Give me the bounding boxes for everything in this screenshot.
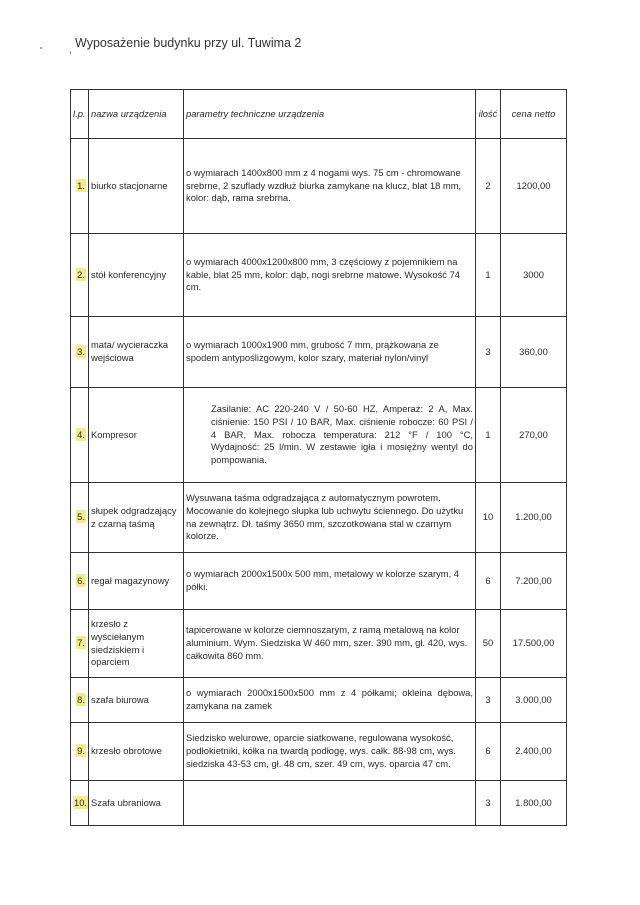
row-name: stół konferencyjny <box>89 234 184 317</box>
row-price: 7.200,00 <box>501 553 567 610</box>
row-number <box>71 678 89 723</box>
row-name: krzesło obrotowe <box>89 723 184 781</box>
table-header-row <box>71 90 567 139</box>
row-price: 2.400,00 <box>501 723 567 781</box>
row-number <box>71 388 89 483</box>
row-number <box>71 483 89 553</box>
scan-speck <box>40 47 42 49</box>
row-price: 270,00 <box>501 388 567 483</box>
row-number-label: 4. <box>77 428 85 440</box>
row-params: tapicerowane w kolorze ciemnoszarym, z ramą metalową na kolor aluminium. Wym. Siedziska W 460 mm, szer. 390 mm, gł. 420, wys. całkowita 860 mm. <box>184 610 476 678</box>
row-number-label: 7. <box>77 637 85 649</box>
table-row <box>71 723 567 781</box>
row-price: 1200,00 <box>501 139 567 234</box>
table-row <box>71 139 567 234</box>
row-number <box>71 234 89 317</box>
row-number <box>71 139 89 234</box>
row-number-label: 3. <box>77 345 85 357</box>
row-price: 1.800,00 <box>501 781 567 826</box>
row-number <box>71 610 89 678</box>
row-name: regał magazynowy <box>89 553 184 610</box>
table-row <box>71 483 567 553</box>
table-row <box>71 388 567 483</box>
row-params: Siedzisko welurowe, oparcie siatkowane, regulowana wysokość, podłokietniki, kółka na twardą podłogę, wys. całk. 88-98 cm, wys. siedziska 43-53 cm, gł. 48 cm, szer. 49 cm, wys. oparcia 47 cm. <box>184 723 476 781</box>
table-row <box>71 234 567 317</box>
row-number <box>71 317 89 388</box>
header-params: parametry techniczne urządzenia <box>184 90 476 139</box>
table-row <box>71 678 567 723</box>
row-qty: 1 <box>476 388 501 483</box>
row-qty: 3 <box>476 678 501 723</box>
row-name: słupek odgradzający z czarną taśmą <box>89 483 184 553</box>
row-qty: 10 <box>476 483 501 553</box>
row-number-label: 5. <box>77 511 85 523</box>
row-price: 3.000,00 <box>501 678 567 723</box>
row-number <box>71 723 89 781</box>
row-qty: 6 <box>476 723 501 781</box>
row-number-label: 8. <box>77 693 85 705</box>
row-params: o wymiarach 2000x1500x500 mm z 4 półkami; okleina dębowa, zamykana na zamek <box>184 678 476 723</box>
row-qty: 1 <box>476 234 501 317</box>
row-qty: 6 <box>476 553 501 610</box>
header-price: cena netto <box>501 90 567 139</box>
row-price: 1.200,00 <box>501 483 567 553</box>
table-row <box>71 781 567 826</box>
row-price: 3000 <box>501 234 567 317</box>
row-name: Szafa ubraniowa <box>89 781 184 826</box>
row-number-label: 1. <box>77 179 85 191</box>
row-number-label: 6. <box>77 574 85 586</box>
row-params: o wymiarach 4000x1200x800 mm, 3 częściowy z pojemnikiem na kable, blat 25 mm, kolor: dąb, nogi srebrne matowe. Wysokość 74 cm. <box>184 234 476 317</box>
row-params: o wymiarach 1000x1900 mm, grubość 7 mm, prążkowana ze spodem antypoślizgowym, kolor szary, materiał nylon/vinyl <box>184 317 476 388</box>
row-number-label: 10. <box>74 796 88 808</box>
row-name: Kompresor <box>89 388 184 483</box>
row-params: Wysuwana taśma odgradzająca z automatycznym powrotem. Mocowanie do kolejnego słupka lub uchwytu ściennego. Do użytku na zewnątrz. Dł. taśmy 3650 mm, szczotkowana stal w czarnym kolorze. <box>184 483 476 553</box>
table-row <box>71 317 567 388</box>
row-number <box>71 553 89 610</box>
row-number-label: 9. <box>77 745 85 757</box>
row-price: 17.500,00 <box>501 610 567 678</box>
equipment-table <box>70 89 567 826</box>
row-price: 360,00 <box>501 317 567 388</box>
header-lp: l.p. <box>71 90 89 139</box>
row-number <box>71 781 89 826</box>
row-number-label: 2. <box>77 268 85 280</box>
row-name: szafa biurowa <box>89 678 184 723</box>
row-qty: 3 <box>476 317 501 388</box>
row-params: o wymiarach 2000x1500x 500 mm, metalowy w kolorze szarym, 4 półki. <box>184 553 476 610</box>
row-params: o wymiarach 1400x800 mm z 4 nogami wys. 75 cm - chromowane srebrne, 2 szuflady wzdłuż biurka zamykane na klucz, blat 18 mm, kolor: dąb, rama srebrna. <box>184 139 476 234</box>
row-qty: 3 <box>476 781 501 826</box>
row-params <box>184 781 476 826</box>
row-name: mata/ wycieraczka wejściowa <box>89 317 184 388</box>
row-qty: 2 <box>476 139 501 234</box>
row-qty: 50 <box>476 610 501 678</box>
scan-speck <box>70 51 71 54</box>
header-name: nazwa urządzenia <box>89 90 184 139</box>
document-title: Wyposażenie budynku przy ul. Tuwima 2 <box>75 36 302 50</box>
row-name: krzesło z wyściełanym siedziskiem i oparciem <box>89 610 184 678</box>
row-params: Zasilanie: AC 220-240 V / 50-60 HZ, Amperaż: 2 A, Max. ciśnienie: 150 PSI / 10 BAR, Max. ciśnienie robocze: 60 PSI / 4 BAR, Max. robocza temperatura: 212 °F / 100 °C, Wydajność: 25 l/min. W zestawie igła i mosiężny wentyl do pompowania. <box>184 388 476 483</box>
table-row <box>71 610 567 678</box>
row-name: biurko stacjonarne <box>89 139 184 234</box>
header-qty: ilość <box>476 90 501 139</box>
table-row <box>71 553 567 610</box>
